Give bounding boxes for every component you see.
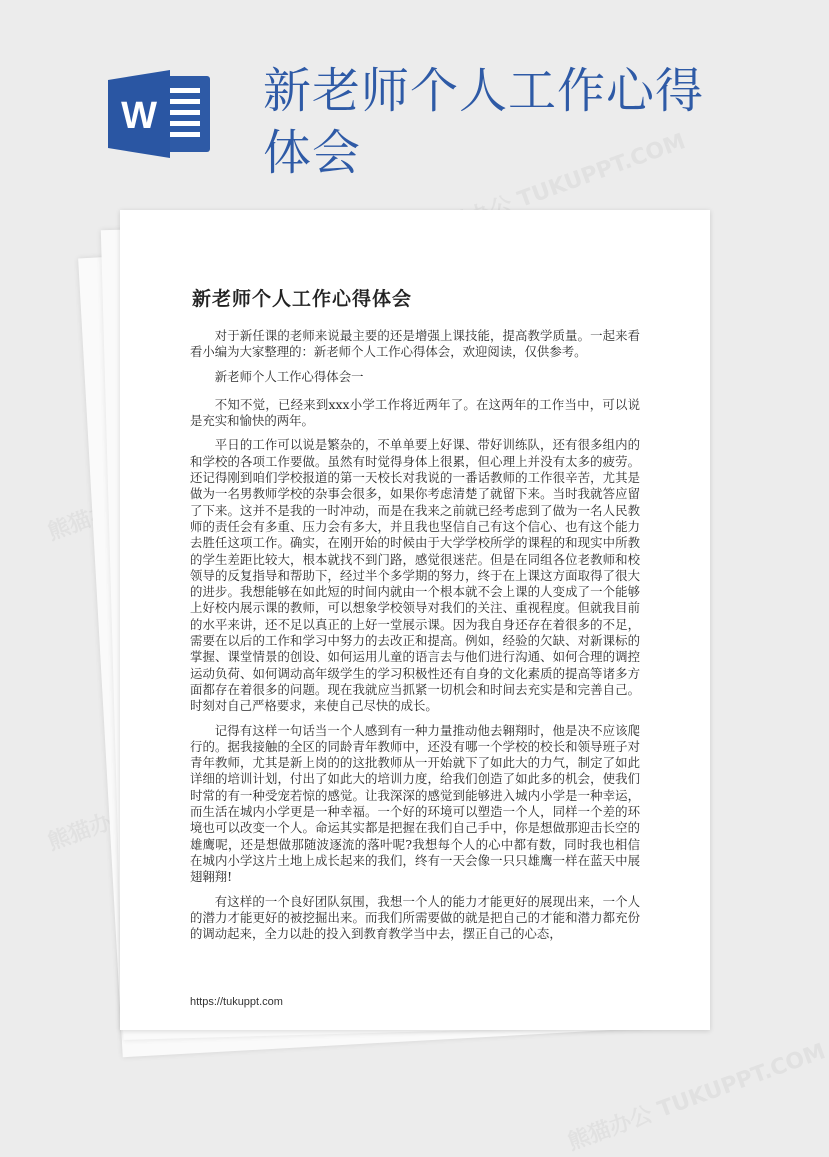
footer-url: https://tukuppt.com bbox=[190, 996, 283, 1008]
body-paragraph: 记得有这样一句话当一个人感到有一种力量推动他去翱翔时，他是决不应该爬行的。据我接触的全区的同龄青年教师中，还没有哪一个学校的校长和领导班子对青年教师，尤其是新上岗的的这批教师从一开始就下了如此大的力气，制定了如此详细的培训计划，付出了如此大的培训力度，给我们创造了如此多的机会，使我们时常的有一种受宠若惊的感觉。让我深深的感觉到能够进入城内小学是一种幸运，而生活在城内小学更是一种幸福。一个好的环境可以塑造一个人，同样一个差的环境也可以改变一个人。命运其实都是把握在我们自己手中，你是想做那迎击长空的雄鹰呢，还是想做那随波逐流的落叶呢?我想每个人的心中都有数，同时我也相信在城内小学这片土地上成长起来的我们，终有一天会像一只只雄鹰一样在蓝天中展翅翱翔! bbox=[190, 722, 640, 885]
page-title: 新老师个人工作心得体会 bbox=[263, 63, 705, 181]
document-page bbox=[120, 210, 710, 1030]
body-paragraph: 有这样的一个良好团队氛围，我想一个人的能力才能更好的展现出来，一个人的潜力才能更好的被挖掘出来。而我们所需要做的就是把自己的才能和潜力都充份的调动起来，全力以赴的投入到教育教学当中去，摆正自己的心态， bbox=[190, 893, 640, 942]
word-icon bbox=[108, 70, 212, 158]
section-heading: 新老师个人工作心得体会一 bbox=[214, 368, 364, 384]
document-title: 新老师个人工作心得体会 bbox=[192, 288, 413, 310]
watermark: 熊猫办公 bbox=[44, 802, 136, 856]
document-body bbox=[190, 328, 640, 950]
body-paragraph: 不知不觉，已经来到xxx小学工作将近两年了。在这两年的工作当中，可以说是充实和愉快的两年。 bbox=[190, 396, 640, 429]
watermark: 熊猫办公 bbox=[44, 492, 136, 546]
body-paragraph: 平日的工作可以说是繁杂的，不单单要上好课、带好训练队，还有很多组内的和学校的各项工作要做。虽然有时觉得身体上很累，但心理上并没有太多的疲劳。还记得刚到咱们学校报道的第一天校长对我说的一番话教师的工作很辛苦，尤其是做为一名男教师学校的杂事会很多，如果你考虑清楚了就留下来。当时我就答应留了下来。这并不是我的一时冲动，而是在我来之前就已经考虑到了做为一名人民教师的责任会有多重、压力会有多大，并且我也坚信自己有这个信心、也有这个能力去胜任这项工作。确实，在刚开始的时候由于大学学校所学的课程的和现实中所教的学生差距比较大，根本就找不到门路，感觉很迷茫。但是在同组各位老教师和校领导的反复指导和帮助下，经过半个多学期的努力，终于在上课这方面取得了很大的进步。我想能够在如此短的时间内就由一个根本就不会上课的人变成了一个能够上好校内展示课的教师，可以想象学校领导对我们的关注、重视程度。但就我目前的水平来讲，还不足以真正的上好一堂展示课。因为我自身还存在着很多的不足，需要在以后的工作和学习中努力的去改正和提高。例如，经验的欠缺、对新课标的掌握、课堂情景的创设、如何运用儿童的语言去与他们进行沟通、如何合理的调控运动负荷、如何调动高年级学生的学习积极性还有自身的文化素质的提高等诸多方面都存在着很多的问题。现在我就应当抓紧一切机会和时间去充实是和完善自己。时刻对自己严格要求，来使自己尽快的成长。 bbox=[190, 437, 640, 714]
watermark: 熊猫办公 TUKUPPT.COM bbox=[424, 129, 689, 246]
word-logo-letter: W bbox=[121, 95, 157, 137]
watermark: 熊猫办公 TUKUPPT.COM bbox=[564, 1039, 829, 1156]
intro-paragraph: 对于新任课的老师来说最主要的还是增强上课技能，提高教学质量。一起来看看小编为大家整理的：新老师个人工作心得体会，欢迎阅读，仅供参考。 bbox=[190, 328, 640, 360]
